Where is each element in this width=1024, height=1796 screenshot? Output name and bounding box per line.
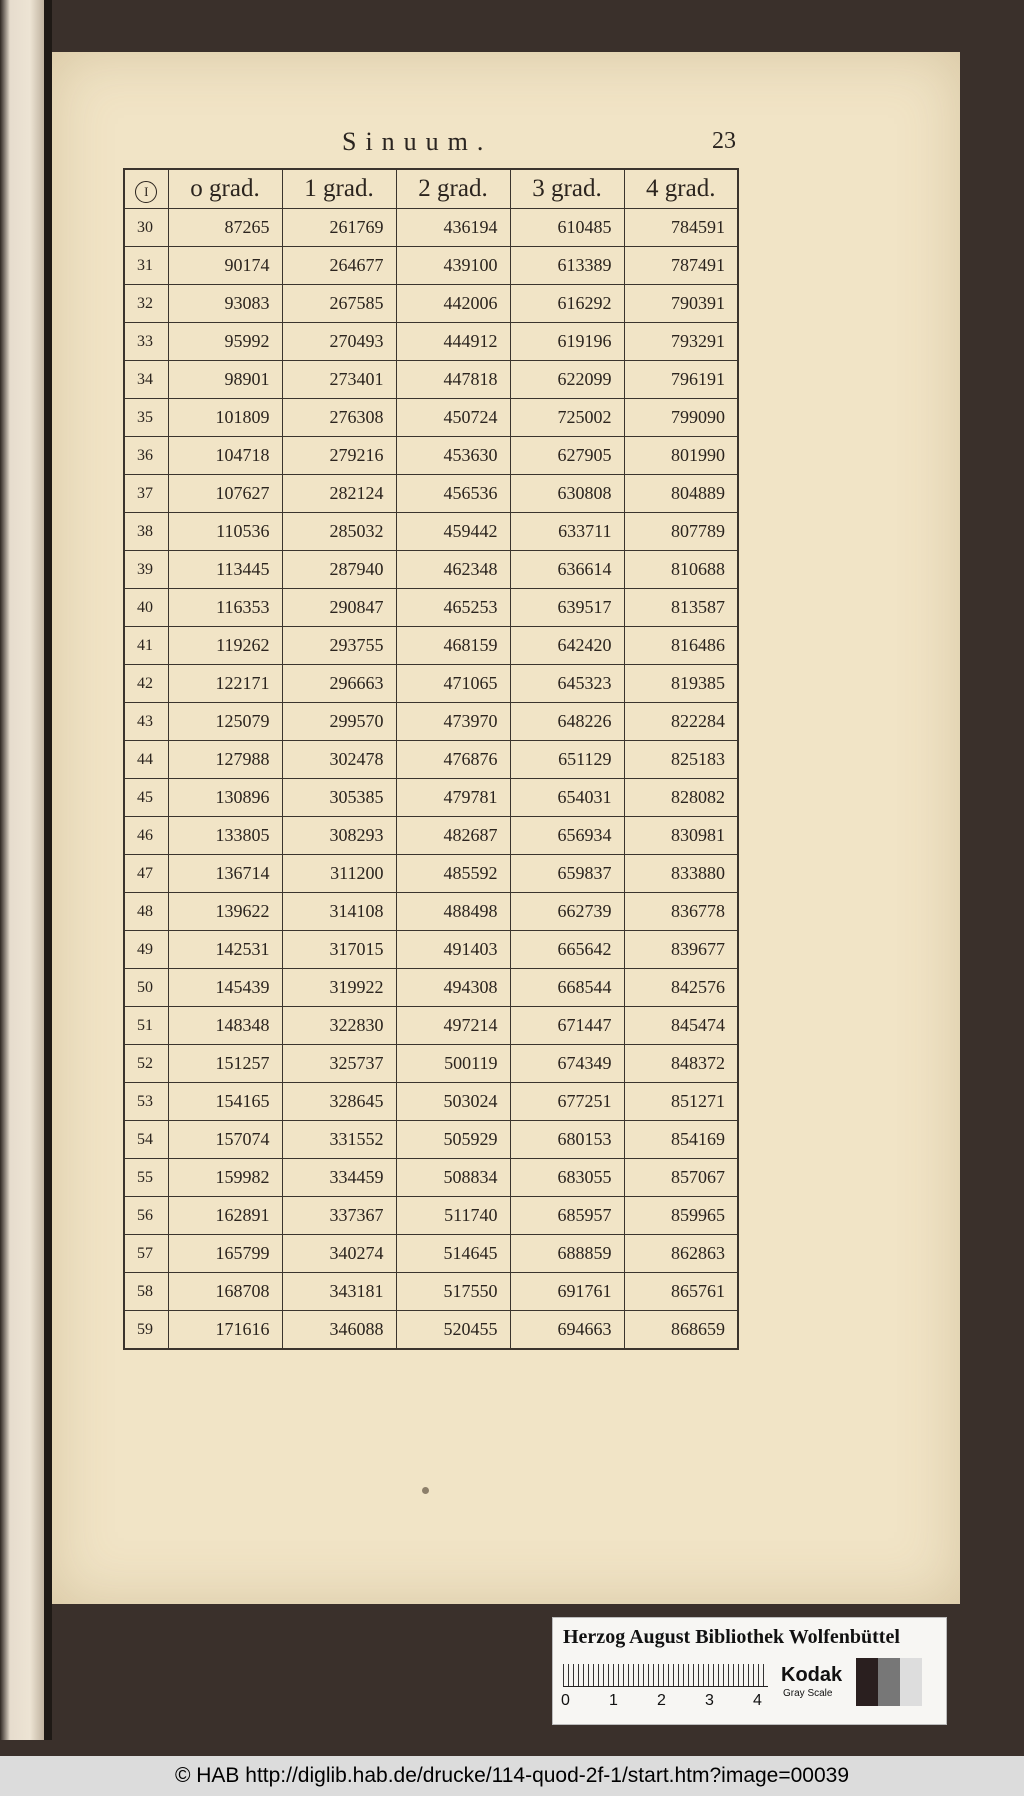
sine-value-cell: 450724: [396, 399, 510, 437]
sine-value-cell: 725002: [510, 399, 624, 437]
table-row: [124, 323, 738, 361]
sine-value-cell: 343181: [282, 1273, 396, 1311]
sine-value-cell: 683055: [510, 1159, 624, 1197]
sine-value-cell: 122171: [168, 665, 282, 703]
sine-value-cell: 787491: [624, 247, 738, 285]
minute-cell: 44: [124, 741, 168, 779]
minute-cell: 46: [124, 817, 168, 855]
sine-value-cell: 308293: [282, 817, 396, 855]
table-row: [124, 931, 738, 969]
running-head: Sinuum.: [342, 127, 493, 156]
sine-value-cell: 836778: [624, 893, 738, 931]
sine-value-cell: 833880: [624, 855, 738, 893]
table-row: [124, 247, 738, 285]
sine-value-cell: 296663: [282, 665, 396, 703]
sine-value-cell: 459442: [396, 513, 510, 551]
minute-cell: 54: [124, 1121, 168, 1159]
sine-value-cell: 439100: [396, 247, 510, 285]
sine-value-cell: 845474: [624, 1007, 738, 1045]
sine-value-cell: 656934: [510, 817, 624, 855]
gray-scale-label: Gray Scale: [783, 1688, 833, 1699]
sine-value-cell: 154165: [168, 1083, 282, 1121]
library-label: [552, 1617, 947, 1725]
sine-value-cell: 476876: [396, 741, 510, 779]
ruler-number: 4: [753, 1692, 762, 1709]
minute-cell: 37: [124, 475, 168, 513]
minute-cell: 56: [124, 1197, 168, 1235]
sine-value-cell: 517550: [396, 1273, 510, 1311]
sine-value-cell: 346088: [282, 1311, 396, 1350]
sine-value-cell: 857067: [624, 1159, 738, 1197]
sine-value-cell: 104718: [168, 437, 282, 475]
sine-value-cell: 662739: [510, 893, 624, 931]
sine-value-cell: 691761: [510, 1273, 624, 1311]
table-row: [124, 285, 738, 323]
minute-cell: 51: [124, 1007, 168, 1045]
sine-value-cell: 273401: [282, 361, 396, 399]
sine-value-cell: 302478: [282, 741, 396, 779]
sine-value-cell: 868659: [624, 1311, 738, 1350]
column-header: o grad.: [168, 169, 282, 209]
sine-value-cell: 107627: [168, 475, 282, 513]
sine-value-cell: 456536: [396, 475, 510, 513]
gray-patch-light: [900, 1658, 922, 1706]
sine-value-cell: 491403: [396, 931, 510, 969]
sine-value-cell: 267585: [282, 285, 396, 323]
sine-value-cell: 613389: [510, 247, 624, 285]
sine-value-cell: 447818: [396, 361, 510, 399]
sine-value-cell: 680153: [510, 1121, 624, 1159]
sine-value-cell: 311200: [282, 855, 396, 893]
sine-value-cell: 799090: [624, 399, 738, 437]
scale-ruler: [563, 1664, 768, 1687]
sine-value-cell: 468159: [396, 627, 510, 665]
sine-value-cell: 162891: [168, 1197, 282, 1235]
sine-value-cell: 305385: [282, 779, 396, 817]
minute-cell: 57: [124, 1235, 168, 1273]
sine-value-cell: 828082: [624, 779, 738, 817]
library-name: Herzog August Bibliothek Wolfenbüttel: [563, 1626, 900, 1648]
table-row: [124, 1159, 738, 1197]
column-header: 2 grad.: [396, 169, 510, 209]
sine-value-cell: 668544: [510, 969, 624, 1007]
sine-value-cell: 151257: [168, 1045, 282, 1083]
minute-cell: 52: [124, 1045, 168, 1083]
sine-value-cell: 671447: [510, 1007, 624, 1045]
sine-value-cell: 636614: [510, 551, 624, 589]
sine-value-cell: 505929: [396, 1121, 510, 1159]
ruler-number: 2: [657, 1692, 666, 1709]
sine-value-cell: 497214: [396, 1007, 510, 1045]
sine-value-cell: 839677: [624, 931, 738, 969]
sine-value-cell: 520455: [396, 1311, 510, 1350]
table-row: [124, 1273, 738, 1311]
table-row: [124, 1007, 738, 1045]
sine-value-cell: 325737: [282, 1045, 396, 1083]
minute-cell: 49: [124, 931, 168, 969]
sine-value-cell: 851271: [624, 1083, 738, 1121]
table-row: [124, 475, 738, 513]
sine-value-cell: 130896: [168, 779, 282, 817]
sine-table: [123, 168, 739, 1350]
table-row: [124, 1197, 738, 1235]
sine-value-cell: 116353: [168, 589, 282, 627]
sine-value-cell: 825183: [624, 741, 738, 779]
ruler-number: 0: [561, 1692, 570, 1709]
sine-value-cell: 685957: [510, 1197, 624, 1235]
minute-cell: 36: [124, 437, 168, 475]
sine-value-cell: 444912: [396, 323, 510, 361]
sine-value-cell: 694663: [510, 1311, 624, 1350]
minute-cell: 38: [124, 513, 168, 551]
minute-cell: 43: [124, 703, 168, 741]
sine-value-cell: 145439: [168, 969, 282, 1007]
sine-value-cell: 139622: [168, 893, 282, 931]
sine-value-cell: 796191: [624, 361, 738, 399]
sine-value-cell: 293755: [282, 627, 396, 665]
sine-value-cell: 159982: [168, 1159, 282, 1197]
sine-value-cell: 473970: [396, 703, 510, 741]
sine-value-cell: 133805: [168, 817, 282, 855]
sine-value-cell: 165799: [168, 1235, 282, 1273]
gray-patch-dark: [856, 1658, 878, 1706]
minute-cell: 31: [124, 247, 168, 285]
minute-cell: 50: [124, 969, 168, 1007]
sine-value-cell: 142531: [168, 931, 282, 969]
sine-value-cell: 285032: [282, 513, 396, 551]
sine-value-cell: 848372: [624, 1045, 738, 1083]
sine-value-cell: 651129: [510, 741, 624, 779]
table-row: [124, 1121, 738, 1159]
sine-value-cell: 340274: [282, 1235, 396, 1273]
sine-value-cell: 93083: [168, 285, 282, 323]
sine-value-cell: 688859: [510, 1235, 624, 1273]
sine-value-cell: 261769: [282, 209, 396, 247]
sine-value-cell: 819385: [624, 665, 738, 703]
minute-cell: 40: [124, 589, 168, 627]
sine-value-cell: 793291: [624, 323, 738, 361]
sine-value-cell: 665642: [510, 931, 624, 969]
table-row: [124, 665, 738, 703]
table-row: [124, 1045, 738, 1083]
minute-cell: 39: [124, 551, 168, 589]
sine-value-cell: 616292: [510, 285, 624, 323]
sine-value-cell: 290847: [282, 589, 396, 627]
sine-value-cell: 119262: [168, 627, 282, 665]
table-row: [124, 399, 738, 437]
ruler-number: 3: [705, 1692, 714, 1709]
sine-value-cell: 804889: [624, 475, 738, 513]
sine-value-cell: 648226: [510, 703, 624, 741]
sine-value-cell: 453630: [396, 437, 510, 475]
sine-value-cell: 659837: [510, 855, 624, 893]
sine-value-cell: 87265: [168, 209, 282, 247]
minute-cell: 58: [124, 1273, 168, 1311]
sine-value-cell: 337367: [282, 1197, 396, 1235]
sine-value-cell: 482687: [396, 817, 510, 855]
table-row: [124, 855, 738, 893]
book-spine: [0, 0, 50, 1740]
sine-value-cell: 500119: [396, 1045, 510, 1083]
sine-value-cell: 90174: [168, 247, 282, 285]
sine-value-cell: 328645: [282, 1083, 396, 1121]
minute-cell: 34: [124, 361, 168, 399]
sine-value-cell: 125079: [168, 703, 282, 741]
sine-value-cell: 282124: [282, 475, 396, 513]
table-row: [124, 1235, 738, 1273]
table-row: [124, 627, 738, 665]
minute-cell: 59: [124, 1311, 168, 1350]
sine-value-cell: 270493: [282, 323, 396, 361]
sine-value-cell: 465253: [396, 589, 510, 627]
table-row: [124, 589, 738, 627]
sine-value-cell: 642420: [510, 627, 624, 665]
sine-value-cell: 610485: [510, 209, 624, 247]
table-row: [124, 817, 738, 855]
sine-value-cell: 317015: [282, 931, 396, 969]
sine-value-cell: 622099: [510, 361, 624, 399]
sine-value-cell: 287940: [282, 551, 396, 589]
kodak-logo: Kodak: [781, 1664, 843, 1686]
sine-value-cell: 264677: [282, 247, 396, 285]
sine-value-cell: 508834: [396, 1159, 510, 1197]
sine-value-cell: 639517: [510, 589, 624, 627]
sine-value-cell: 157074: [168, 1121, 282, 1159]
column-header: 1 grad.: [282, 169, 396, 209]
sine-value-cell: 488498: [396, 893, 510, 931]
minute-cell: 35: [124, 399, 168, 437]
sine-value-cell: 514645: [396, 1235, 510, 1273]
sine-value-cell: 813587: [624, 589, 738, 627]
sine-value-cell: 110536: [168, 513, 282, 551]
minute-cell: 30: [124, 209, 168, 247]
sine-value-cell: 645323: [510, 665, 624, 703]
minute-cell: 42: [124, 665, 168, 703]
sine-value-cell: 807789: [624, 513, 738, 551]
minute-cell: 32: [124, 285, 168, 323]
book-gutter: [44, 0, 52, 1740]
sine-value-cell: 674349: [510, 1045, 624, 1083]
table-row: [124, 969, 738, 1007]
sine-value-cell: 299570: [282, 703, 396, 741]
column-header: 3 grad.: [510, 169, 624, 209]
table-row: [124, 513, 738, 551]
sine-value-cell: 171616: [168, 1311, 282, 1350]
sine-value-cell: 479781: [396, 779, 510, 817]
sine-value-cell: 442006: [396, 285, 510, 323]
sine-value-cell: 627905: [510, 437, 624, 475]
table-header-row: [124, 169, 738, 209]
sine-value-cell: 113445: [168, 551, 282, 589]
table-row: [124, 551, 738, 589]
sine-value-cell: 854169: [624, 1121, 738, 1159]
sine-value-cell: 822284: [624, 703, 738, 741]
sine-value-cell: 319922: [282, 969, 396, 1007]
minute-cell: 55: [124, 1159, 168, 1197]
sine-value-cell: 830981: [624, 817, 738, 855]
minute-cell: 41: [124, 627, 168, 665]
sine-value-cell: 127988: [168, 741, 282, 779]
sine-value-cell: 436194: [396, 209, 510, 247]
table-row: [124, 209, 738, 247]
ink-dot: [422, 1487, 429, 1494]
sine-value-cell: 503024: [396, 1083, 510, 1121]
sine-value-cell: 511740: [396, 1197, 510, 1235]
page-number: 23: [712, 128, 736, 154]
sine-value-cell: 801990: [624, 437, 738, 475]
minute-cell: 33: [124, 323, 168, 361]
sine-value-cell: 677251: [510, 1083, 624, 1121]
table-row: [124, 1311, 738, 1350]
sine-value-cell: 471065: [396, 665, 510, 703]
sine-value-cell: 101809: [168, 399, 282, 437]
sine-value-cell: 331552: [282, 1121, 396, 1159]
circled-mark: I: [135, 181, 157, 203]
sine-value-cell: 314108: [282, 893, 396, 931]
minute-cell: 45: [124, 779, 168, 817]
table-row: [124, 361, 738, 399]
sine-value-cell: 619196: [510, 323, 624, 361]
sine-value-cell: 654031: [510, 779, 624, 817]
table-row: [124, 1083, 738, 1121]
sine-value-cell: 784591: [624, 209, 738, 247]
sine-value-cell: 494308: [396, 969, 510, 1007]
sine-value-cell: 136714: [168, 855, 282, 893]
sine-value-cell: 334459: [282, 1159, 396, 1197]
sine-value-cell: 859965: [624, 1197, 738, 1235]
minute-cell: 48: [124, 893, 168, 931]
sine-value-cell: 485592: [396, 855, 510, 893]
sine-value-cell: 148348: [168, 1007, 282, 1045]
minute-cell: 47: [124, 855, 168, 893]
sine-value-cell: 98901: [168, 361, 282, 399]
minute-cell: 53: [124, 1083, 168, 1121]
sine-value-cell: 279216: [282, 437, 396, 475]
gray-patch-mid: [878, 1658, 900, 1706]
ruler-number: 1: [609, 1692, 618, 1709]
sine-value-cell: 630808: [510, 475, 624, 513]
corner-header: [124, 169, 168, 209]
table-row: [124, 437, 738, 475]
sine-value-cell: 816486: [624, 627, 738, 665]
sine-value-cell: 322830: [282, 1007, 396, 1045]
sine-value-cell: 810688: [624, 551, 738, 589]
sine-value-cell: 95992: [168, 323, 282, 361]
sine-value-cell: 168708: [168, 1273, 282, 1311]
sine-value-cell: 842576: [624, 969, 738, 1007]
sine-value-cell: 462348: [396, 551, 510, 589]
column-header: 4 grad.: [624, 169, 738, 209]
sine-value-cell: 633711: [510, 513, 624, 551]
sine-value-cell: 276308: [282, 399, 396, 437]
table-row: [124, 893, 738, 931]
copyright-footer: © HAB http://diglib.hab.de/drucke/114-quod-2f-1/start.htm?image=00039: [0, 1756, 1024, 1796]
book-page: [52, 52, 960, 1604]
table-row: [124, 741, 738, 779]
table-row: [124, 703, 738, 741]
table-body: [124, 209, 738, 1350]
sine-value-cell: 865761: [624, 1273, 738, 1311]
sine-value-cell: 862863: [624, 1235, 738, 1273]
sine-value-cell: 790391: [624, 285, 738, 323]
table-row: [124, 779, 738, 817]
